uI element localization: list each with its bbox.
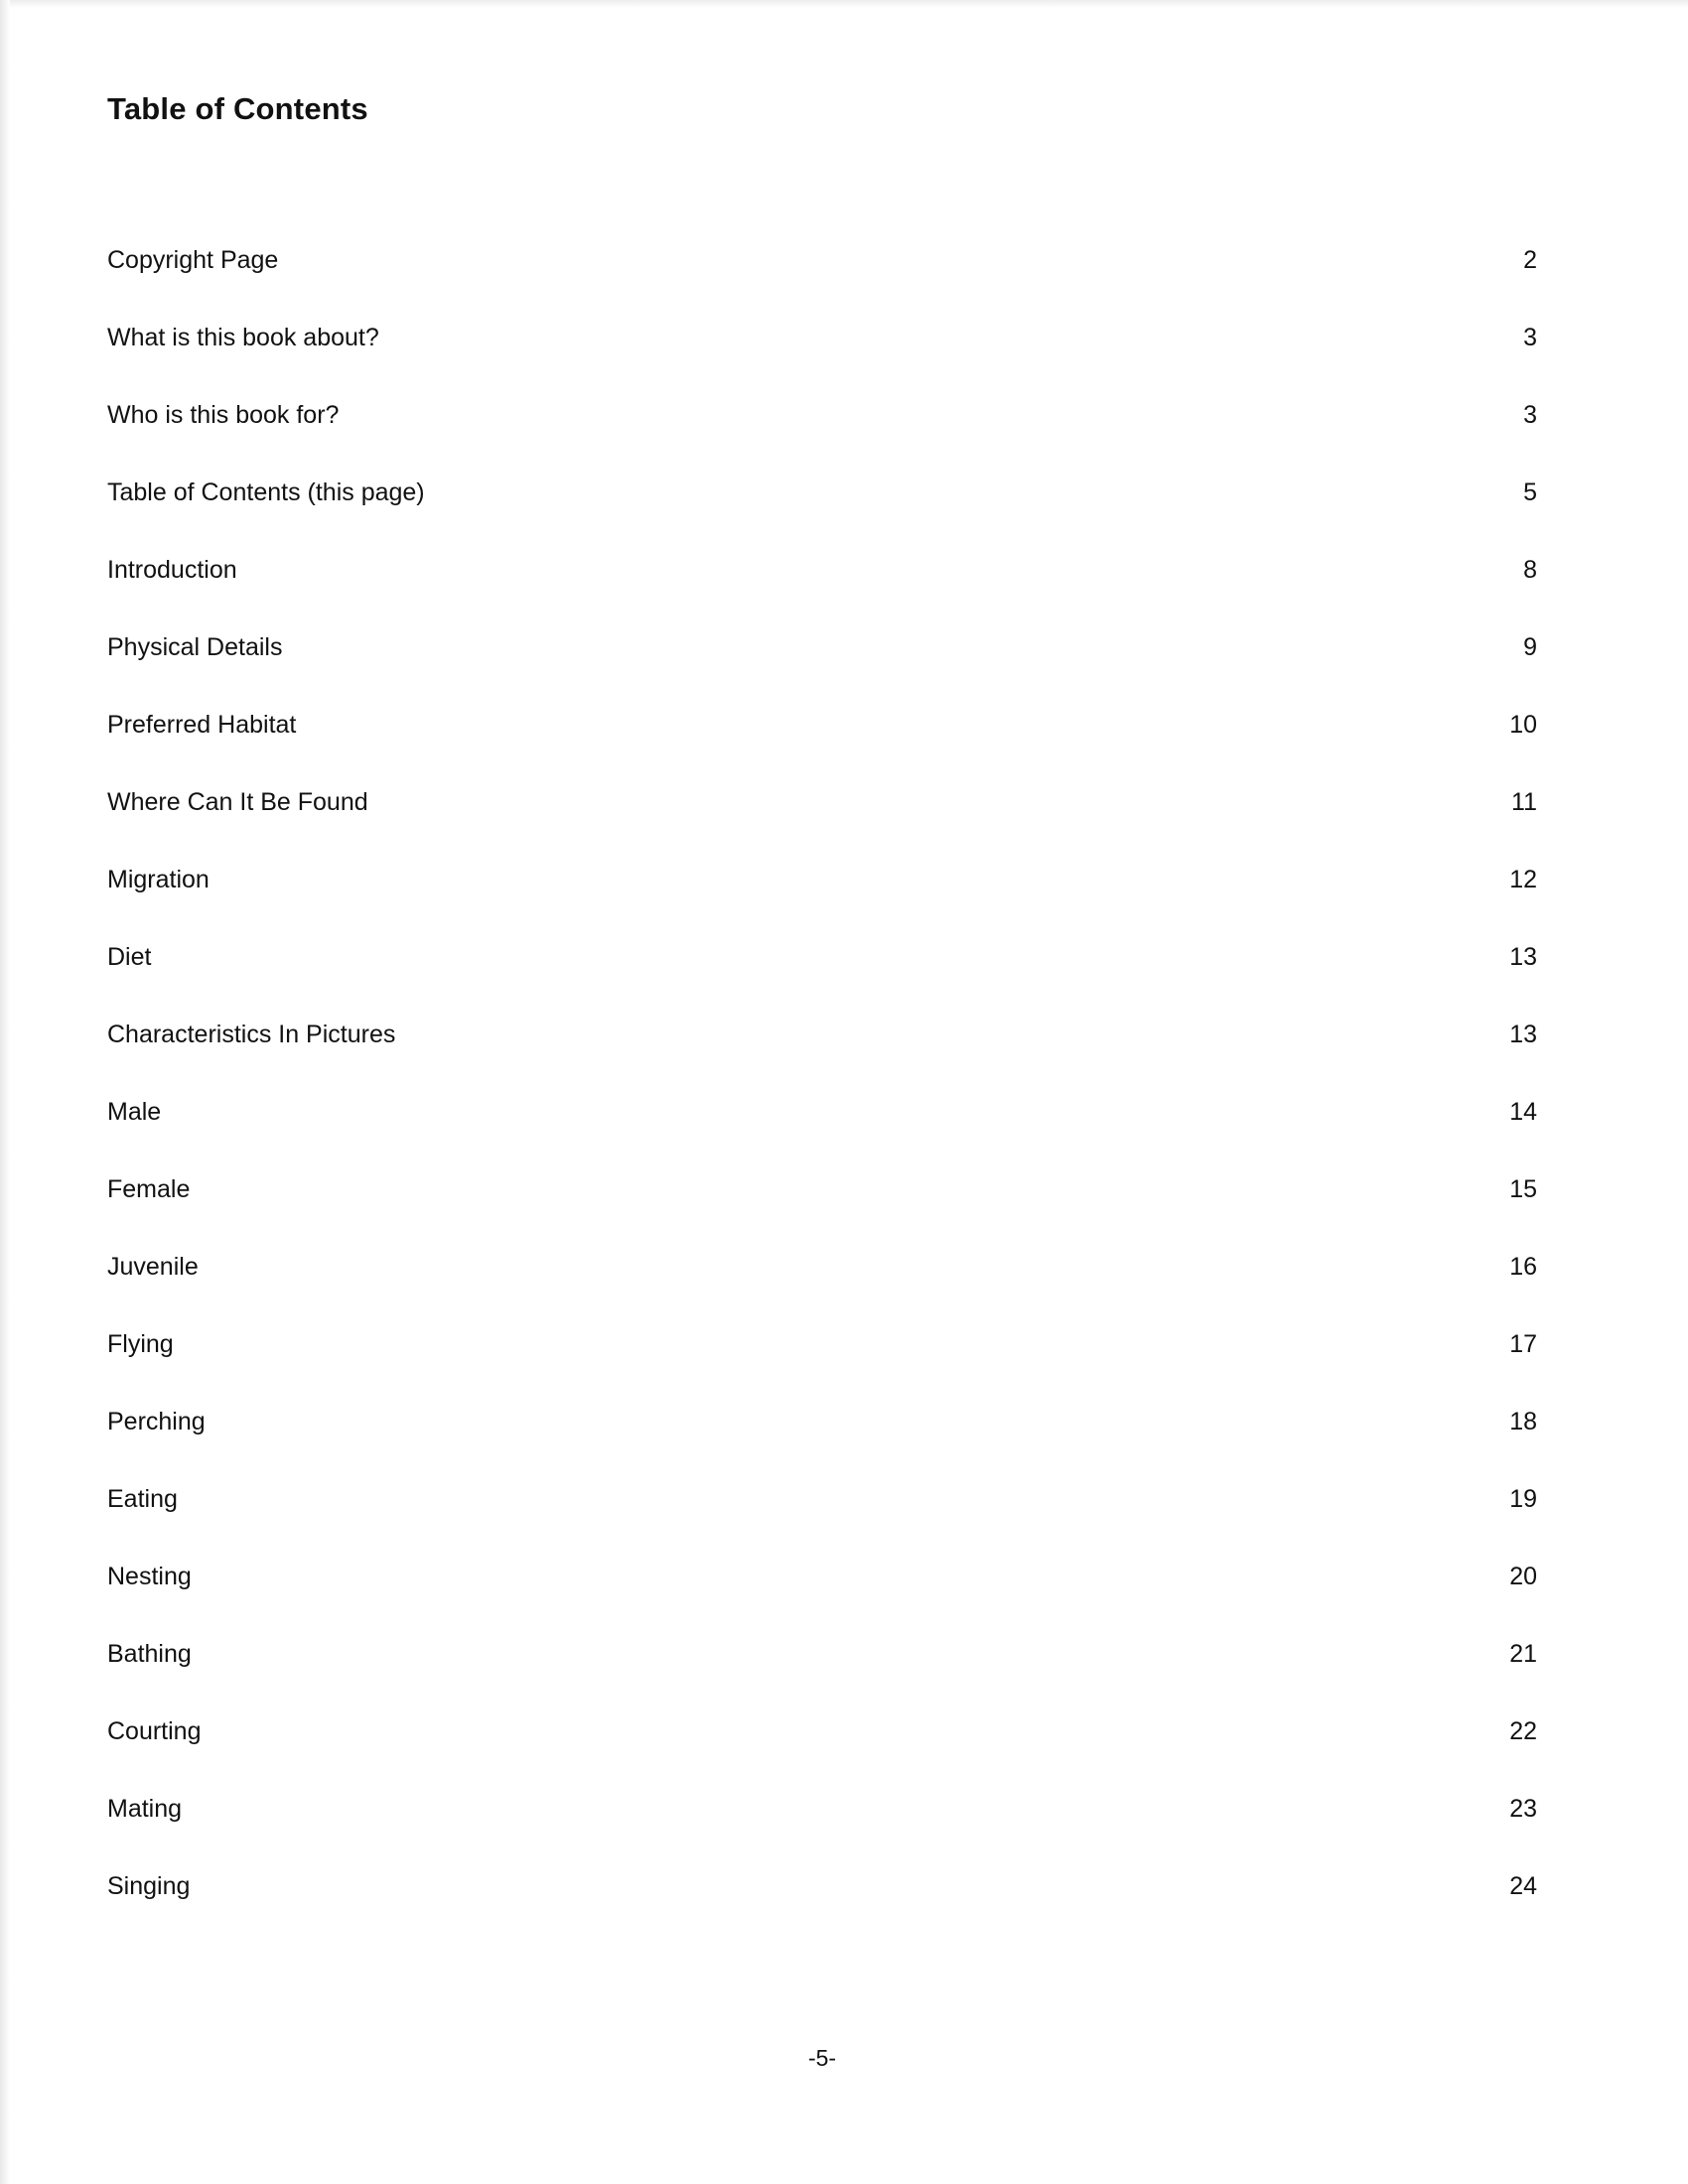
- toc-entry[interactable]: [107, 1872, 1537, 1950]
- toc-entry-label: Mating: [107, 1795, 183, 1823]
- toc-entry-label: Male: [107, 1098, 162, 1126]
- page-number-footer: -5-: [807, 2045, 837, 2071]
- toc-entry-page-number: 12: [1509, 866, 1537, 893]
- toc-entry-label: Who is this book for?: [107, 401, 340, 429]
- toc-entry-label: Juvenile: [107, 1253, 199, 1281]
- toc-entry[interactable]: [107, 1795, 1537, 1872]
- toc-entry-page-number: 2: [1523, 246, 1537, 274]
- toc-entry-page-number: 3: [1523, 324, 1537, 351]
- toc-entry[interactable]: [107, 478, 1537, 556]
- toc-entry-label: Characteristics In Pictures: [107, 1021, 396, 1048]
- toc-entry[interactable]: [107, 1408, 1537, 1485]
- toc-entry-page-number: 19: [1509, 1485, 1537, 1513]
- page-left-edge-shade: [0, 0, 10, 2184]
- toc-entry-page-number: 18: [1509, 1408, 1537, 1435]
- toc-entry-page-number: 22: [1509, 1717, 1537, 1745]
- toc-entry-label: What is this book about?: [107, 324, 379, 351]
- toc-entry[interactable]: [107, 1098, 1537, 1175]
- toc-entry-label: Physical Details: [107, 633, 283, 661]
- toc-entry[interactable]: [107, 1021, 1537, 1098]
- toc-entry[interactable]: [107, 1330, 1537, 1408]
- toc-entry-label: Perching: [107, 1408, 206, 1435]
- toc-entry-page-number: 3: [1523, 401, 1537, 429]
- toc-entry[interactable]: [107, 1563, 1537, 1640]
- toc-entry-label: Eating: [107, 1485, 178, 1513]
- toc-entry-page-number: 11: [1511, 788, 1537, 816]
- toc-entry-label: Female: [107, 1175, 191, 1203]
- toc-entry-page-number: 8: [1523, 556, 1537, 584]
- toc-entry-label: Migration: [107, 866, 210, 893]
- toc-entry[interactable]: [107, 711, 1537, 788]
- toc-entry-label: Diet: [107, 943, 152, 971]
- toc-entry-label: Table of Contents (this page): [107, 478, 425, 506]
- toc-entry[interactable]: [107, 324, 1537, 401]
- page-content: [107, 0, 1587, 2184]
- toc-entry[interactable]: [107, 1175, 1537, 1253]
- toc-entry[interactable]: [107, 1253, 1537, 1330]
- toc-entry-page-number: 13: [1509, 1021, 1537, 1048]
- toc-entry[interactable]: [107, 1640, 1537, 1717]
- toc-entry-label: Nesting: [107, 1563, 192, 1590]
- toc-entry[interactable]: [107, 401, 1537, 478]
- toc-entry-page-number: 15: [1509, 1175, 1537, 1203]
- toc-entry[interactable]: [107, 943, 1537, 1021]
- toc-entry[interactable]: [107, 556, 1537, 633]
- page-title: Table of Contents: [107, 91, 368, 126]
- toc-entry-page-number: 5: [1523, 478, 1537, 506]
- toc-entry-page-number: 21: [1509, 1640, 1537, 1668]
- toc-entry-page-number: 14: [1509, 1098, 1537, 1126]
- toc-entry-label: Where Can It Be Found: [107, 788, 368, 816]
- toc-entry[interactable]: [107, 246, 1537, 324]
- toc-entry-page-number: 13: [1509, 943, 1537, 971]
- table-of-contents-list: [107, 246, 1537, 1950]
- toc-entry-label: Bathing: [107, 1640, 192, 1668]
- toc-entry[interactable]: [107, 1717, 1537, 1795]
- toc-entry[interactable]: [107, 788, 1537, 866]
- toc-entry[interactable]: [107, 1485, 1537, 1563]
- toc-entry-page-number: 10: [1509, 711, 1537, 739]
- toc-entry-label: Flying: [107, 1330, 174, 1358]
- toc-entry-label: Singing: [107, 1872, 191, 1900]
- toc-entry-label: Preferred Habitat: [107, 711, 297, 739]
- toc-entry-label: Copyright Page: [107, 246, 279, 274]
- toc-entry[interactable]: [107, 866, 1537, 943]
- toc-entry-page-number: 20: [1509, 1563, 1537, 1590]
- toc-entry-label: Courting: [107, 1717, 202, 1745]
- toc-entry-label: Introduction: [107, 556, 237, 584]
- toc-entry-page-number: 9: [1523, 633, 1537, 661]
- toc-entry-page-number: 23: [1509, 1795, 1537, 1823]
- toc-entry[interactable]: [107, 633, 1537, 711]
- toc-entry-page-number: 16: [1509, 1253, 1537, 1281]
- toc-entry-page-number: 24: [1509, 1872, 1537, 1900]
- toc-entry-page-number: 17: [1509, 1330, 1537, 1358]
